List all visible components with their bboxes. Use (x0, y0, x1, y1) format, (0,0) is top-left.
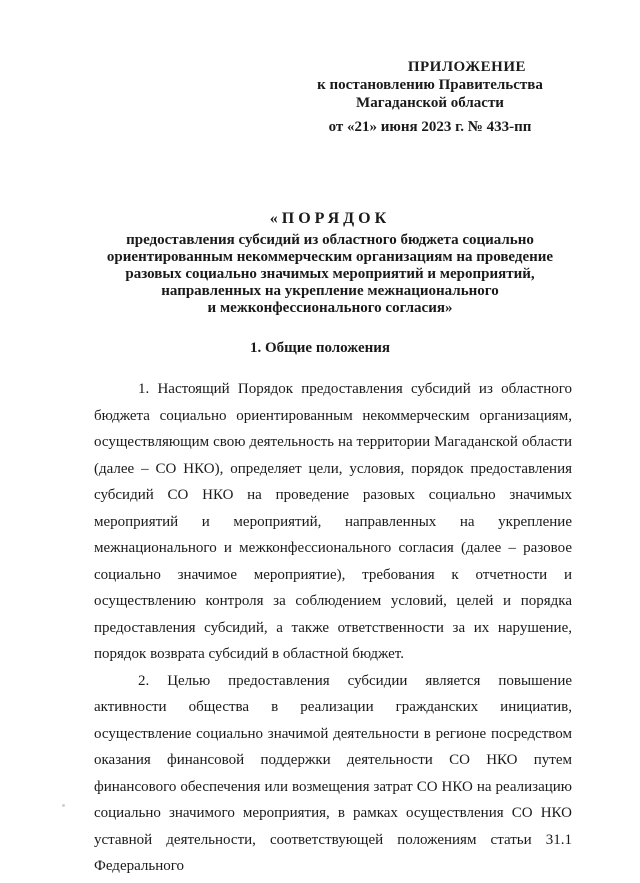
scan-speck (62, 804, 65, 807)
document-subtitle-line: предоставления субсидий из областного бюджета социально (126, 232, 534, 248)
document-body (94, 376, 572, 880)
document-subtitle-line: разовых социально значимых мероприятий и мероприятий, (125, 266, 535, 282)
document-heading: «ПОРЯДОК (269, 210, 391, 227)
document-subtitle-line: направленных на укрепление межнационального (161, 283, 499, 299)
paragraph-1: 1. Настоящий Порядок предоставления субсидий из областного бюджета социально ориентированным некоммерческим организациям, осуществляющим свою деятельность на территории Магаданской области (далее – СО НКО), определяет цели, условия, порядок предоставления субсидий СО НКО на проведение разовых социально значимых мероприятий и мероприятий, направленных на укрепление межнационального и межконфессионального согласия (далее – разовое социально значимое мероприятие), требования к отчетности и осуществлению контроля за соблюдением условий, целей и порядка предоставления субсидий, а также ответственности за их нарушение, порядок возврата субсидий в областной бюджет. (94, 381, 572, 662)
document-subtitle-line: ориентированным некоммерческим организациям на проведение (106, 249, 554, 265)
appendix-line-2: Магаданской области (356, 95, 504, 111)
document-title-block (95, 210, 565, 317)
appendix-block (300, 58, 560, 136)
document-subtitle-line: и межконфессионального согласия» (207, 300, 453, 316)
section-title: 1. Общие положения (249, 340, 391, 356)
appendix-date: от «21» июня 2023 г. № 433-пп (328, 119, 532, 135)
appendix-line-1: к постановлению Правительства (317, 77, 543, 93)
appendix-title: ПРИЛОЖЕНИЕ (407, 59, 526, 75)
paragraph-2: 2. Целью предоставления субсидии является повышение активности общества в реализации гражданских инициатив, осуществление социально значимой деятельности в регионе посредством оказания финансовой поддержки деятельности СО НКО путем финансового обеспечения или возмещения затрат СО НКО на реализацию социально значимого мероприятия, в рамках осуществления СО НКО уставной деятельности, соответствующей положениям статьи 31.1 Федерального (94, 672, 572, 874)
